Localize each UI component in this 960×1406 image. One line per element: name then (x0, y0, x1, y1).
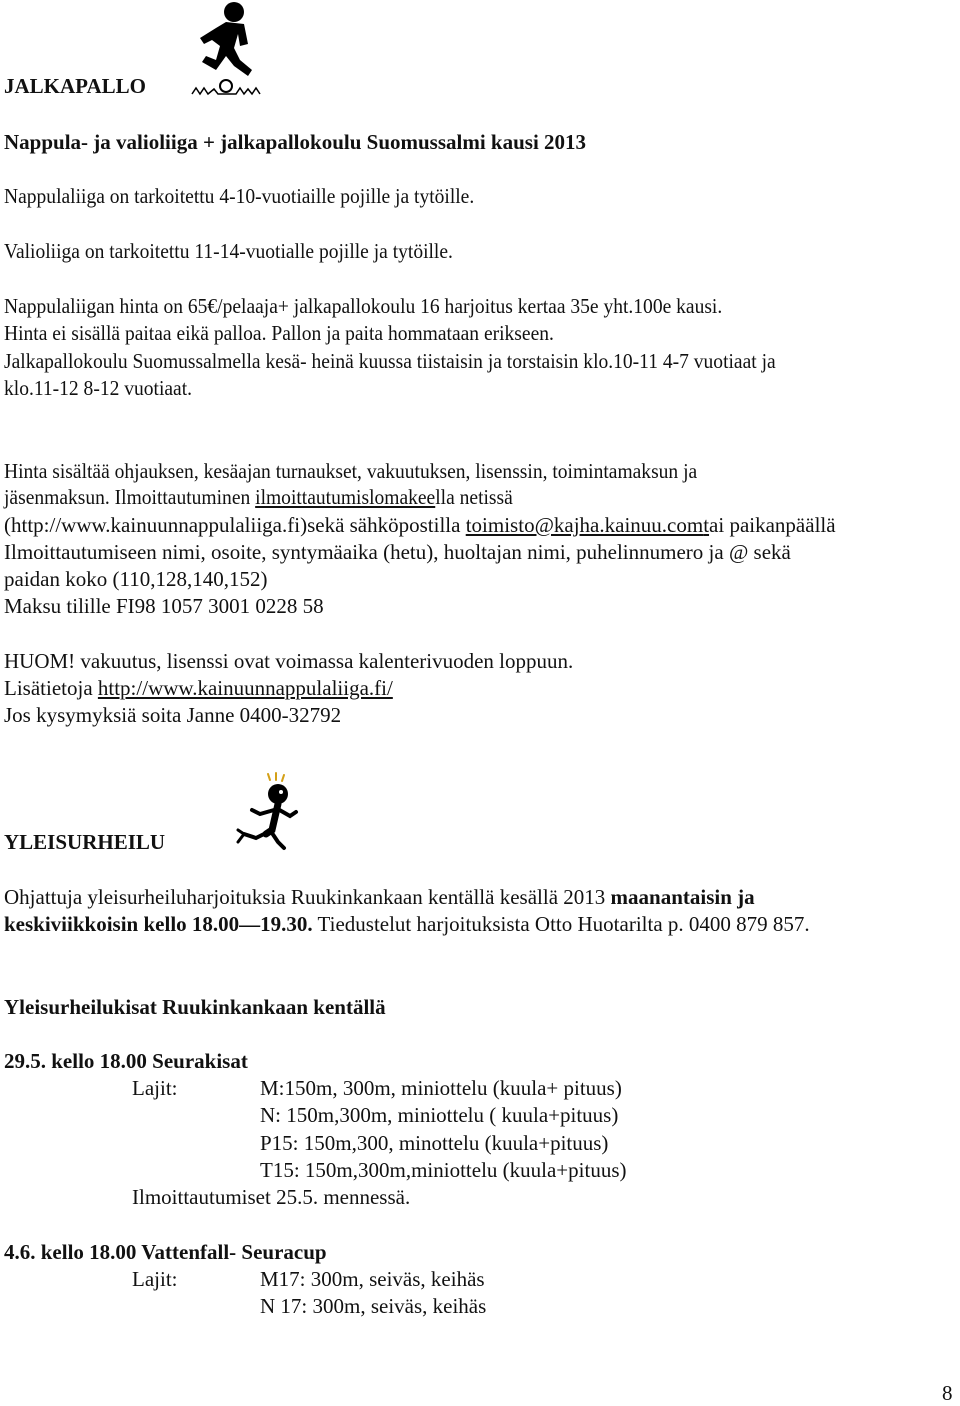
website-link[interactable]: http://www.kainuunnappulaliiga.fi/ (97, 676, 393, 700)
nappulaliiga-text: Nappulaliiga on tarkoitettu 4-10-vuotiaille pojille ja tytöille. (4, 184, 475, 208)
huom-text: HUOM! vakuutus, lisenssi ovat voimassa kalenterivuoden loppuun. (4, 649, 574, 673)
competitions-heading: Yleisurheilukisat Ruukinkankaan kentällä (4, 995, 386, 1019)
section-subheading: Nappula- ja valioliiga + jalkapallokoulu Suomussalmi kausi 2013 (4, 130, 587, 154)
event2-lajit-label: Lajit: (132, 1267, 178, 1291)
includes-text-2: jäsenmaksun. Ilmoittautuminen ilmoittautumislomakeella netissä (4, 485, 513, 509)
price-text: Nappulaliigan hinta on 65€/pelaaja+ jalkapallokoulu 16 harjoitus kertaa 35e yht.100e kausi. (4, 294, 723, 318)
registration-text-3: (http://www.kainuunnappulaliiga.fi)sekä sähköpostilla toimisto@kajha.kainuu.comtai paikanpäällä (4, 513, 836, 537)
event2-title: 4.6. kello 18.00 Vattenfall- Seuracup (4, 1240, 327, 1264)
event1-title: 29.5. kello 18.00 Seurakisat (4, 1049, 248, 1073)
intro-text-1: Ohjattuja yleisurheiluharjoituksia Ruukinkankaan kentällä kesällä 2013 maanantaisin ja (4, 885, 755, 909)
section-heading-jalkapallo: JALKAPALLO (4, 74, 146, 98)
school-text-1: Jalkapallokoulu Suomussalmella kesä- heinä kuussa tiistaisin ja torstaisin klo.10-11 4-7 vuotiaat ja (4, 349, 776, 373)
event2-line-2: N 17: 300m, seiväs, keihäs (260, 1294, 487, 1318)
contact-text: Jos kysymyksiä soita Janne 0400-32792 (4, 703, 342, 727)
not-included-text: Hinta ei sisällä paitaa eikä palloa. Pallon ja paita hommataan erikseen. (4, 321, 554, 345)
event1-registration: Ilmoittautumiset 25.5. mennessä. (132, 1185, 411, 1209)
event1-line-1: M:150m, 300m, miniottelu (kuula+ pituus) (260, 1076, 622, 1100)
more-info-text: Lisätietoja http://www.kainuunnappulaliiga.fi/ (4, 676, 393, 700)
school-text-2: klo.11-12 8-12 vuotiaat. (4, 376, 193, 400)
registration-form-link[interactable]: ilmoittautumislomakee (255, 485, 436, 509)
event1-line-4: T15: 150m,300m,miniottelu (kuula+pituus) (260, 1158, 627, 1182)
valioliiga-text: Valioliiga on tarkoitettu 11-14-vuotialle pojille ja tytöille. (4, 239, 453, 263)
account-text: Maksu tilille FI98 1057 3001 0228 58 (4, 594, 324, 618)
event2-line-1: M17: 300m, seiväs, keihäs (260, 1267, 485, 1291)
event1-lajit-label: Lajit: (132, 1076, 178, 1100)
intro-text-2: keskiviikkoisin kello 18.00—19.30. Tiedustelut harjoituksista Otto Huotarilta p. 0400 879 857. (4, 912, 810, 936)
runner-icon (232, 772, 306, 856)
section-heading-yleisurheilu: YLEISURHEILU (4, 830, 166, 854)
email-link-t[interactable]: t (703, 513, 710, 537)
registration-text-4: Ilmoittautumiseen nimi, osoite, syntymäaika (hetu), huoltajan nimi, puhelinnumero ja @ sekä (4, 540, 791, 564)
soccer-player-icon (190, 0, 262, 98)
page-number: 8 (942, 1381, 953, 1405)
email-link[interactable]: toimisto@kajha.kainuu.com (465, 513, 704, 537)
event1-line-3: P15: 150m,300, minottelu (kuula+pituus) (260, 1131, 609, 1155)
includes-text-1: Hinta sisältää ohjauksen, kesäajan turnaukset, vakuutuksen, lisenssin, toimintamaksun ja (4, 459, 698, 483)
registration-text-5: paidan koko (110,128,140,152) (4, 567, 268, 591)
event1-line-2: N: 150m,300m, miniottelu ( kuula+pituus) (260, 1103, 619, 1127)
